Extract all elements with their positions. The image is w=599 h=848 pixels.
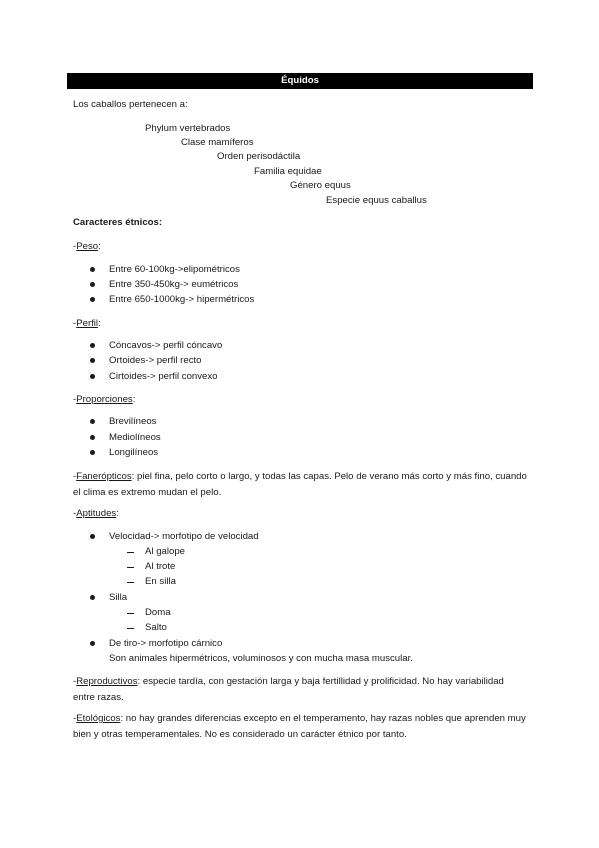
list-item: Mediolíneos	[109, 432, 161, 443]
perfil-heading: -Perfil:	[73, 318, 101, 329]
list-item: Entre 350-450kg-> eumétricos	[109, 279, 239, 290]
proporciones-heading: -Proporciones:	[73, 394, 136, 405]
list-item: Entre 650-1000kg-> hipermétricos	[109, 294, 255, 305]
tiro-note: Son animales hipermétricos, voluminosos y con mucha masa muscular.	[109, 653, 413, 664]
list-item: Silla	[109, 592, 128, 603]
intro-text: Los caballos pertenecen a:	[73, 99, 188, 110]
list-item: Ortoides-> perfil recto	[109, 355, 202, 366]
taxonomy-phylum: Phylum vertebrados	[145, 123, 231, 134]
sub-list-item: Doma	[145, 607, 171, 618]
faneropticos-paragraph: -Fanerópticos: piel fina, pelo corto o largo, y todas las capas. Pelo de verano más corto y más fino, cuando el clima es extremo mudan el pelo.	[73, 471, 527, 498]
dash-icon	[127, 613, 134, 614]
bullet-icon	[90, 641, 95, 646]
bullet-icon	[90, 450, 95, 455]
taxonomy-clase: Clase mamíferos	[181, 137, 254, 148]
aptitudes-heading: -Aptitudes:	[73, 508, 119, 519]
list-item: Longilíneos	[109, 447, 159, 458]
list-item: Brevilíneos	[109, 416, 157, 427]
list-item: Entre 60-100kg->elipométricos	[109, 264, 240, 275]
dash-icon	[127, 628, 134, 629]
bullet-icon	[90, 534, 95, 539]
bullet-icon	[90, 358, 95, 363]
bullet-icon	[90, 595, 95, 600]
list-item: De tiro-> morfotipo cárnico	[109, 638, 223, 649]
bullet-icon	[90, 297, 95, 302]
sub-list-item: Salto	[145, 622, 167, 633]
dash-icon	[127, 582, 134, 583]
list-item: Velocidad-> morfotipo de velocidad	[109, 531, 259, 542]
bullet-icon	[90, 435, 95, 440]
peso-heading: -Peso:	[73, 241, 101, 252]
dash-icon	[127, 552, 134, 553]
bullet-icon	[90, 374, 95, 379]
reproductivos-paragraph: -Reproductivos: especie tardía, con gestación larga y baja fertillidad y prolificidad. No hay variabilidad entre razas.	[73, 676, 504, 703]
caracteres-heading: Caracteres étnicos:	[73, 217, 163, 228]
bullet-icon	[90, 343, 95, 348]
bullet-icon	[90, 419, 95, 424]
list-item: Cirtoides-> perfil convexo	[109, 371, 218, 382]
taxonomy-familia: Familia equidae	[254, 166, 322, 177]
sub-list-item: Al trote	[145, 561, 176, 572]
taxonomy-orden: Orden perisodáctila	[217, 151, 301, 162]
sub-list-item: Al galope	[145, 546, 186, 557]
taxonomy-especie: Especie equus caballus	[326, 195, 427, 206]
bullet-icon	[90, 282, 95, 287]
taxonomy-genero: Género equus	[290, 180, 351, 191]
bullet-icon	[90, 267, 95, 272]
page-title: Équidos	[67, 73, 533, 89]
sub-list-item: En silla	[145, 576, 176, 587]
dash-icon	[127, 567, 134, 568]
list-item: Cóncavos-> perfil cóncavo	[109, 340, 223, 351]
etologicos-paragraph: -Etológicos: no hay grandes diferencias excepto en el temperamento, hay razas nobles que aprenden muy bien y otras temperamentales. No es considerado un carácter étnico por tanto.	[73, 713, 526, 740]
